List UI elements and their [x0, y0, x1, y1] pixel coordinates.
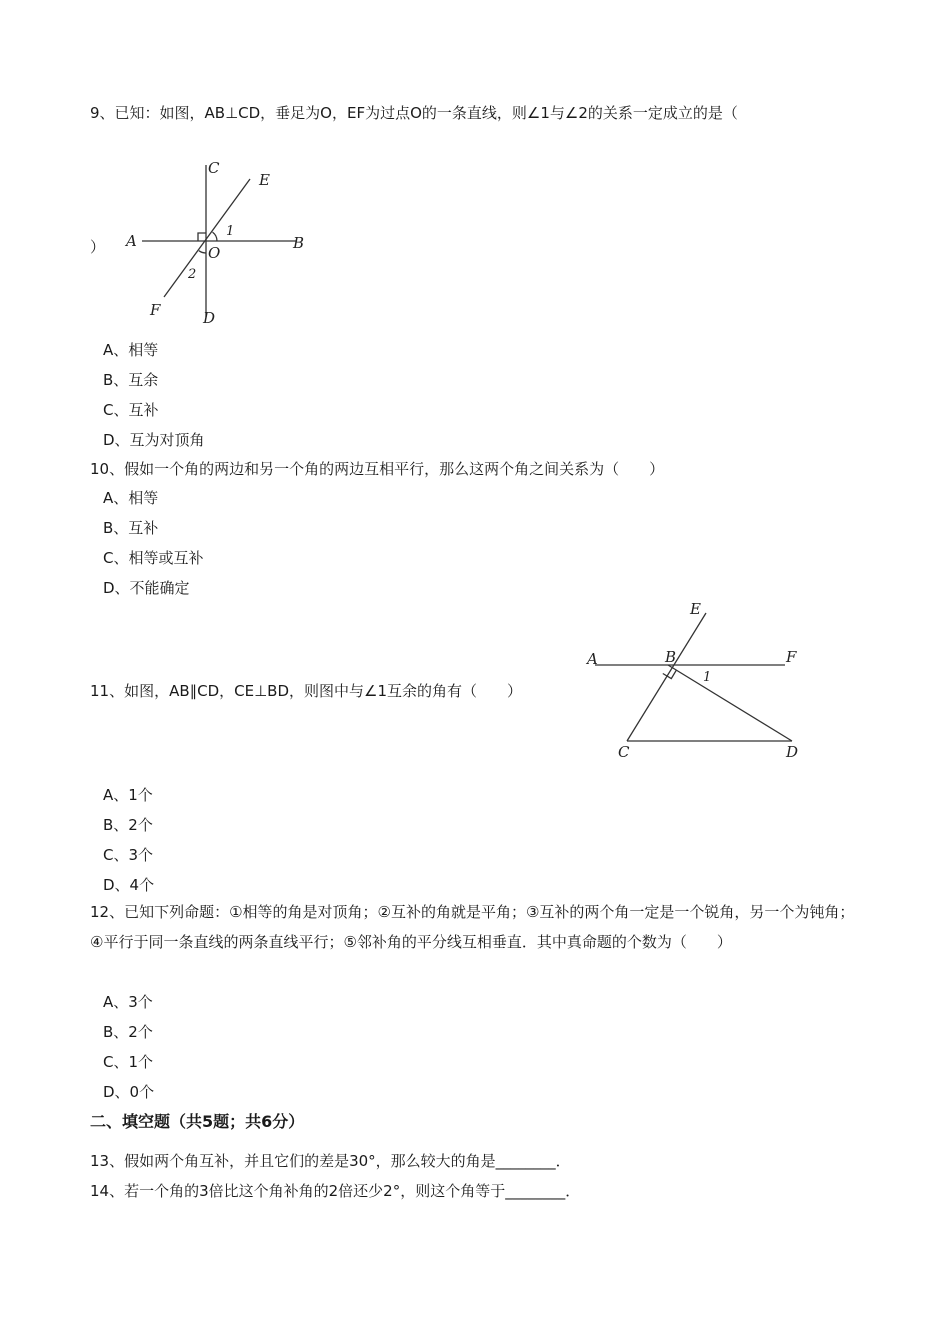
question-10-option-b: B、互补 — [103, 519, 159, 537]
question-10-text: 10、假如一个角的两边和另一个角的两边互相平行，那么这两个角之间关系为（ ） — [90, 460, 665, 478]
question-12-option-a: A、3个 — [103, 993, 153, 1011]
question-12-option-b: B、2个 — [103, 1023, 153, 1041]
label-e: E — [259, 171, 270, 189]
question-12-text: 12、已知下列命题：①相等的角是对顶角；②互补的角就是平角；③互补的两个角一定是一个锐角，另一个为钝角；④平行于同一条直线的两条直线平行；⑤邻补角的平分线互相垂直．其中真命题的个数为（ ） — [90, 903, 855, 951]
label-f: F — [150, 301, 161, 319]
question-11-option-a: A、1个 — [103, 786, 153, 804]
label-angle-1: 1 — [226, 224, 235, 239]
question-9-option-a: A、相等 — [103, 341, 159, 359]
line-ef — [164, 179, 250, 297]
question-12-option-d: D、0个 — [103, 1083, 155, 1101]
label-c: C — [618, 743, 630, 761]
question-9-option-b: B、互余 — [103, 371, 159, 389]
question-13-text: 13、假如两个角互补，并且它们的差是30°，那么较大的角是________． — [90, 1152, 571, 1170]
question-10-option-a: A、相等 — [103, 489, 159, 507]
angle-2-arc — [199, 251, 206, 253]
label-e: E — [690, 600, 701, 618]
label-f: F — [786, 648, 797, 666]
question-14-text: 14、若一个角的3倍比这个角补角的2倍还少2°，则这个角等于________． — [90, 1182, 581, 1200]
label-a: A — [587, 650, 598, 668]
label-d: D — [786, 743, 799, 761]
question-12-option-c: C、1个 — [103, 1053, 154, 1071]
question-11-text: 11、如图，AB∥CD，CE⊥BD，则图中与∠1互余的角有（ ） — [90, 682, 523, 700]
section-2-title: 二、填空题（共5题；共6分） — [90, 1112, 305, 1131]
label-b: B — [665, 648, 677, 666]
label-angle-2: 2 — [188, 267, 197, 282]
question-11-figure — [580, 595, 810, 765]
line-ce — [627, 613, 706, 741]
label-o: O — [208, 244, 221, 262]
question-9-text: 9、已知：如图，AB⊥CD，垂足为O，EF为过点O的一条直线，则∠1与∠2的关系一定成立的是（ — [90, 104, 738, 122]
question-9-figure — [120, 155, 320, 330]
question-10-option-c: C、相等或互补 — [103, 549, 204, 567]
label-a: A — [126, 232, 137, 250]
label-d: D — [203, 309, 216, 327]
question-11-option-b: B、2个 — [103, 816, 153, 834]
line-bd — [668, 665, 792, 741]
label-b: B — [293, 234, 305, 252]
right-angle-mark — [198, 233, 206, 241]
label-angle-1: 1 — [703, 670, 712, 685]
question-11-option-c: C、3个 — [103, 846, 154, 864]
question-9-option-c: C、互补 — [103, 401, 159, 419]
question-10-option-d: D、不能确定 — [103, 579, 190, 597]
label-c: C — [208, 159, 220, 177]
question-9-option-d: D、互为对顶角 — [103, 431, 205, 449]
question-9-close-paren: ） — [90, 238, 106, 256]
question-11-option-d: D、4个 — [103, 876, 155, 894]
angle-1-arc — [213, 232, 218, 241]
